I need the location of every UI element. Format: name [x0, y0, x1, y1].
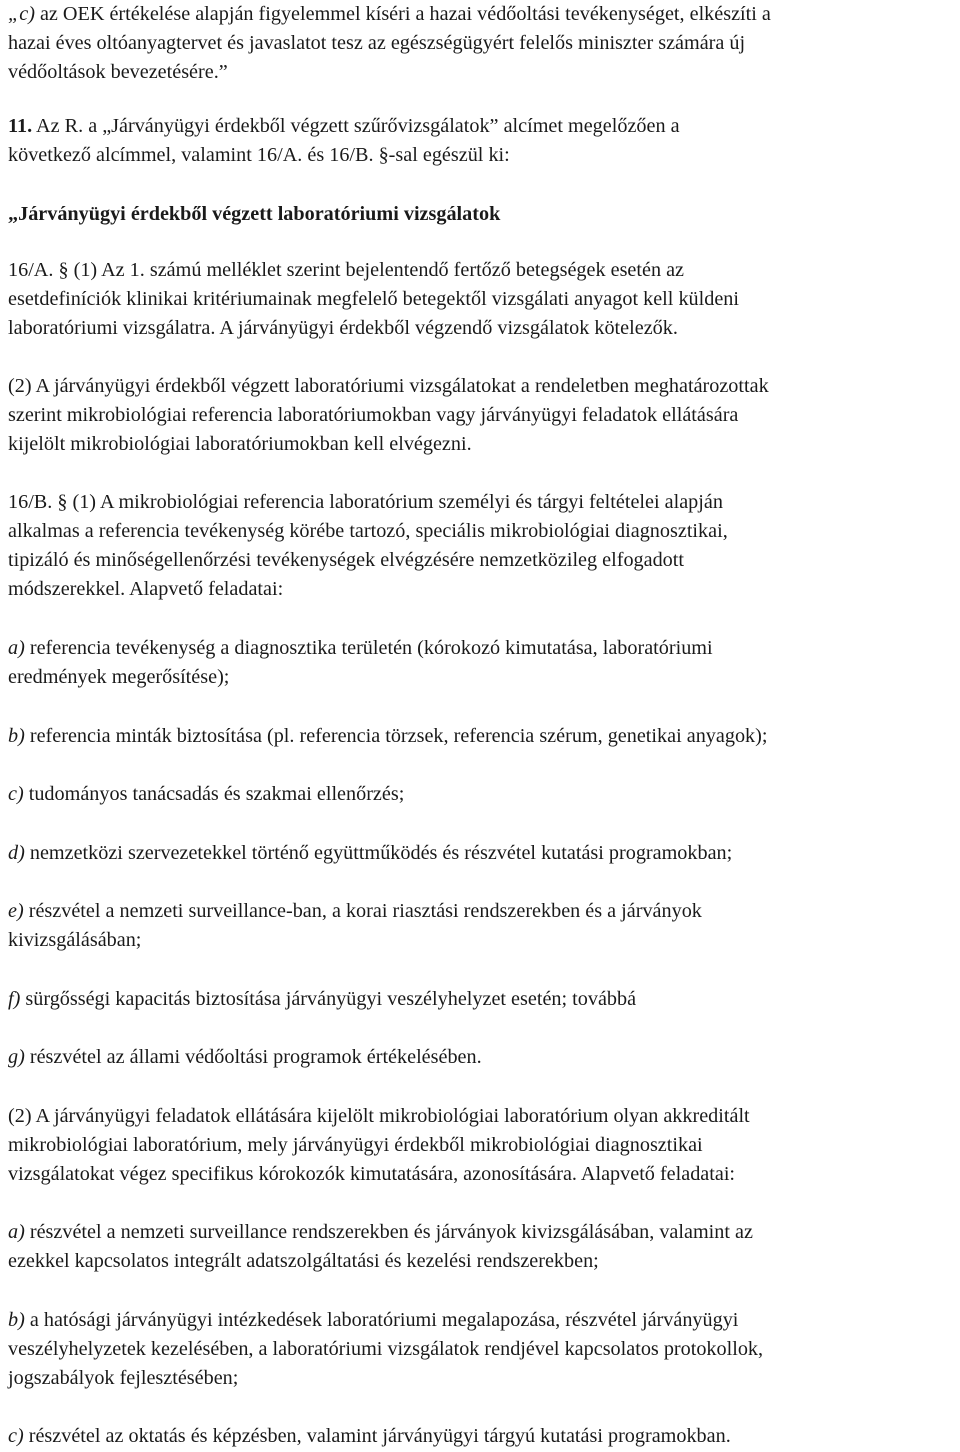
par-16a-2-line-2: szerint mikrobiológiai referencia laboratóriumokban vagy járványügyi feladatok ellátására: [8, 404, 739, 426]
par-16b-2-line-2: mikrobiológiai laboratórium, mely járványügyi érdekből mikrobiológiai diagnosztikai: [8, 1134, 703, 1156]
list1-item-e-text: részvétel a nemzeti surveillance-ban, a korai riasztási rendszerekben és a járványok: [23, 900, 702, 922]
list2-item-b-line-1: [8, 1306, 738, 1336]
point-11-line-1: [8, 112, 680, 142]
prev-c-line-2: hazai éves oltóanyagtervet és javaslatot tesz az egészségügyért felelős miniszter számára új: [8, 32, 746, 54]
list1-item-c-text: tudományos tanácsadás és szakmai ellenőrzés;: [23, 783, 405, 805]
list1-item-e-line-2: kivizsgálásában;: [8, 929, 142, 951]
list2-item-c: [8, 1422, 731, 1452]
par-16b-1-line-4: módszerekkel. Alapvető feladatai:: [8, 578, 284, 600]
prev-c-line-3: védőoltások bevezetésére.”: [8, 61, 228, 83]
point-11-text-1: Az R. a „Járványügyi érdekből végzett szűrővizsgálatok” alcímet megelőzően a: [32, 115, 680, 137]
prev-c-label: „c): [8, 3, 35, 25]
list1-item-d-label: d): [8, 842, 25, 864]
list1-item-c-label: c): [8, 783, 24, 805]
list1-item-g: [8, 1043, 482, 1073]
list2-item-c-text: részvétel az oktatás és képzésben, valamint járványügyi tárgyú kutatási programokban.: [23, 1425, 731, 1447]
par-16b-1-line-3: tipizáló és minőségellenőrzési tevékenységek elvégzésére nemzetközileg elfogadott: [8, 549, 684, 571]
par-16a-1-line-2: esetdefiníciók klinikai kritériumainak megfelelő betegektől vizsgálati anyagot kell küldeni: [8, 288, 739, 310]
list1-item-f-text: sürgősségi kapacitás biztosítása járványügyi veszélyhelyzet esetén; továbbá: [20, 988, 637, 1010]
prev-c-text-1: az OEK értékelése alapján figyelemmel kíséri a hazai védőoltási tevékenységet, elkészíti a: [34, 3, 771, 25]
list1-item-b-label: b): [8, 725, 25, 747]
list2-item-b-line-3: jogszabályok fejlesztésében;: [8, 1367, 239, 1389]
section-subtitle: „Járványügyi érdekből végzett laboratóriumi vizsgálatok: [8, 203, 501, 225]
list1-item-g-text: részvétel az állami védőoltási programok értékelésében.: [24, 1046, 482, 1068]
par-16a-1-line-1: 16/A. § (1) Az 1. számú melléklet szerint bejelentendő fertőző betegségek esetén az: [8, 259, 685, 281]
par-16a-1-line-3: laboratóriumi vizsgálatra. A járványügyi érdekből végzendő vizsgálatok kötelezők.: [8, 317, 678, 339]
par-16b-1-line-2: alkalmas a referencia tevékenység körébe tartozó, speciális mikrobiológiai diagnosztikai,: [8, 520, 728, 542]
list1-item-c: [8, 780, 404, 810]
list2-item-b-text: a hatósági járványügyi intézkedések laboratóriumi megalapozása, részvétel járványügyi: [24, 1309, 739, 1331]
par-16b-2-line-1: (2) A járványügyi feladatok ellátására kijelölt mikrobiológiai laboratórium olyan akkreditált: [8, 1105, 750, 1127]
list1-item-d-text: nemzetközi szervezetekkel történő együttműködés és részvétel kutatási programokban;: [24, 842, 733, 864]
list1-item-b: [8, 722, 767, 752]
list1-item-a-text: referencia tevékenység a diagnosztika területén (kórokozó kimutatása, laboratóriumi: [24, 637, 713, 659]
list1-item-b-text: referencia minták biztosítása (pl. referencia törzsek, referencia szérum, genetikai anyagok);: [24, 725, 768, 747]
point-11-line-2: következő alcímmel, valamint 16/A. és 16/B. §-sal egészül ki:: [8, 144, 510, 166]
list1-item-e-line-1: [8, 897, 702, 927]
list1-item-g-label: g): [8, 1046, 25, 1068]
prev-c-line-1: [8, 0, 771, 30]
list1-item-a-line-1: [8, 634, 713, 664]
list2-item-a-line-1: [8, 1218, 753, 1248]
list1-item-a-label: a): [8, 637, 25, 659]
list2-item-c-label: c): [8, 1425, 24, 1447]
list2-item-b-label: b): [8, 1309, 25, 1331]
list1-item-a-line-2: eredmények megerősítése);: [8, 666, 230, 688]
par-16b-1-line-1: 16/B. § (1) A mikrobiológiai referencia laboratórium személyi és tárgyi feltételei alapján: [8, 491, 723, 513]
list1-item-f-label: f): [8, 988, 21, 1010]
list1-item-f: [8, 985, 636, 1015]
list1-item-d: [8, 839, 732, 869]
par-16b-2-line-3: vizsgálatokat végez specifikus kórokozók kimutatására, azonosítására. Alapvető feladatai:: [8, 1163, 736, 1185]
list2-item-a-text: részvétel a nemzeti surveillance rendszerekben és járványok kivizsgálásában, valamint az: [24, 1221, 753, 1243]
point-11-number: 11.: [8, 115, 33, 137]
list2-item-b-line-2: veszélyhelyzetek kezelésében, a laboratóriumi vizsgálatok rendjével kapcsolatos protokollok,: [8, 1338, 764, 1360]
par-16a-2-line-1: (2) A járványügyi érdekből végzett laboratóriumi vizsgálatokat a rendeletben meghatározottak: [8, 375, 769, 397]
list2-item-a-label: a): [8, 1221, 25, 1243]
par-16a-2-line-3: kijelölt mikrobiológiai laboratóriumokban kell elvégezni.: [8, 433, 472, 455]
list1-item-e-label: e): [8, 900, 24, 922]
list2-item-a-line-2: ezekkel kapcsolatos integrált adatszolgáltatási és kezelési rendszerekben;: [8, 1250, 599, 1272]
